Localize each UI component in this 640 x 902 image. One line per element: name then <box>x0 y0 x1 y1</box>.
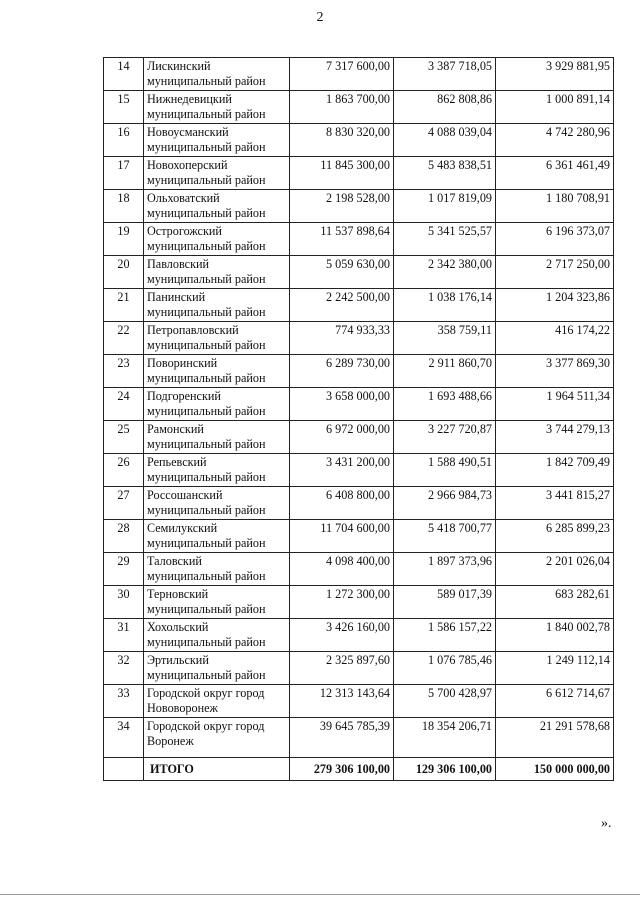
district-name-line1: Городской округ город <box>147 719 265 733</box>
district-name <box>144 256 290 289</box>
value-1: 3 431 200,00 <box>290 454 394 487</box>
value-2: 5 341 525,57 <box>394 223 496 256</box>
value-1: 2 242 500,00 <box>290 289 394 322</box>
value-2: 5 700 428,97 <box>394 685 496 718</box>
row-number: 21 <box>104 289 144 322</box>
value-2: 18 354 206,71 <box>394 718 496 758</box>
table-row <box>104 289 614 322</box>
value-2: 589 017,39 <box>394 586 496 619</box>
district-name-line2: муниципальный район <box>147 503 266 517</box>
table-row <box>104 388 614 421</box>
value-3: 6 285 899,23 <box>496 520 614 553</box>
district-name-line2: муниципальный район <box>147 668 266 682</box>
value-3: 6 196 373,07 <box>496 223 614 256</box>
table-row <box>104 619 614 652</box>
district-name-line2: муниципальный район <box>147 371 266 385</box>
value-1: 11 704 600,00 <box>290 520 394 553</box>
district-name <box>144 223 290 256</box>
row-number: 31 <box>104 619 144 652</box>
district-name <box>144 454 290 487</box>
value-3: 3 929 881,95 <box>496 58 614 91</box>
district-name <box>144 322 290 355</box>
value-1: 774 933,33 <box>290 322 394 355</box>
table-row <box>104 685 614 718</box>
value-1: 3 658 000,00 <box>290 388 394 421</box>
value-3: 1 180 708,91 <box>496 190 614 223</box>
table-row <box>104 322 614 355</box>
district-name-line2: муниципальный район <box>147 470 266 484</box>
row-number: 27 <box>104 487 144 520</box>
district-name-line1: Городской округ город <box>147 686 265 700</box>
value-1: 1 272 300,00 <box>290 586 394 619</box>
table-row <box>104 58 614 91</box>
district-name-line1: Хохольский <box>147 620 209 634</box>
value-1: 1 863 700,00 <box>290 91 394 124</box>
row-number: 24 <box>104 388 144 421</box>
value-3: 2 201 026,04 <box>496 553 614 586</box>
total-num-cell <box>104 758 144 781</box>
district-name <box>144 487 290 520</box>
value-1: 11 845 300,00 <box>290 157 394 190</box>
district-name-line1: Таловский <box>147 554 202 568</box>
district-name-line1: Россошанский <box>147 488 223 502</box>
district-name-line2: муниципальный район <box>147 305 266 319</box>
table-row <box>104 124 614 157</box>
value-2: 3 387 718,05 <box>394 58 496 91</box>
district-name <box>144 124 290 157</box>
table-row <box>104 157 614 190</box>
value-3: 2 717 250,00 <box>496 256 614 289</box>
district-name <box>144 289 290 322</box>
value-1: 6 408 800,00 <box>290 487 394 520</box>
value-2: 5 418 700,77 <box>394 520 496 553</box>
district-name-line2: муниципальный район <box>147 437 266 451</box>
district-name-line1: Новоусманский <box>147 125 229 139</box>
district-name-line2: муниципальный район <box>147 338 266 352</box>
value-2: 1 693 488,66 <box>394 388 496 421</box>
district-name <box>144 718 290 758</box>
table-row <box>104 223 614 256</box>
value-3: 3 744 279,13 <box>496 421 614 454</box>
row-number: 33 <box>104 685 144 718</box>
value-3: 6 361 461,49 <box>496 157 614 190</box>
value-2: 2 342 380,00 <box>394 256 496 289</box>
value-2: 1 588 490,51 <box>394 454 496 487</box>
footer-rule <box>0 894 640 895</box>
value-2: 4 088 039,04 <box>394 124 496 157</box>
value-3: 683 282,61 <box>496 586 614 619</box>
district-name <box>144 619 290 652</box>
value-1: 6 972 000,00 <box>290 421 394 454</box>
total-value-2: 129 306 100,00 <box>394 758 496 781</box>
value-1: 12 313 143,64 <box>290 685 394 718</box>
value-3: 3 441 815,27 <box>496 487 614 520</box>
value-2: 1 897 373,96 <box>394 553 496 586</box>
value-1: 4 098 400,00 <box>290 553 394 586</box>
value-2: 1 017 819,09 <box>394 190 496 223</box>
district-name-line2: Нововоронеж <box>147 701 218 715</box>
value-1: 39 645 785,39 <box>290 718 394 758</box>
table-row <box>104 91 614 124</box>
row-number: 28 <box>104 520 144 553</box>
district-name <box>144 652 290 685</box>
value-2: 3 227 720,87 <box>394 421 496 454</box>
value-3: 3 377 869,30 <box>496 355 614 388</box>
row-number: 26 <box>104 454 144 487</box>
value-1: 7 317 600,00 <box>290 58 394 91</box>
value-1: 8 830 320,00 <box>290 124 394 157</box>
table-row <box>104 190 614 223</box>
district-name <box>144 58 290 91</box>
table-row <box>104 718 614 758</box>
value-3: 1 000 891,14 <box>496 91 614 124</box>
value-3: 1 204 323,86 <box>496 289 614 322</box>
district-name-line2: муниципальный район <box>147 536 266 550</box>
value-2: 862 808,86 <box>394 91 496 124</box>
district-name-line1: Петропавловский <box>147 323 239 337</box>
row-number: 17 <box>104 157 144 190</box>
value-3: 6 612 714,67 <box>496 685 614 718</box>
row-number: 14 <box>104 58 144 91</box>
district-name-line1: Семилукский <box>147 521 218 535</box>
district-name-line2: муниципальный район <box>147 569 266 583</box>
total-row <box>104 758 614 781</box>
district-name-line1: Терновский <box>147 587 209 601</box>
page-number: 2 <box>316 10 324 25</box>
district-name-line1: Новохоперский <box>147 158 228 172</box>
district-name-line1: Панинский <box>147 290 206 304</box>
value-1: 6 289 730,00 <box>290 355 394 388</box>
district-name-line1: Эртильский <box>147 653 209 667</box>
value-3: 21 291 578,68 <box>496 718 614 758</box>
closing-quote-mark: ». <box>601 816 612 831</box>
district-name <box>144 355 290 388</box>
value-3: 1 249 112,14 <box>496 652 614 685</box>
district-name <box>144 91 290 124</box>
table-row <box>104 586 614 619</box>
budget-table <box>103 57 614 781</box>
district-name-line1: Острогожский <box>147 224 222 238</box>
district-name <box>144 157 290 190</box>
value-1: 3 426 160,00 <box>290 619 394 652</box>
district-name-line2: муниципальный район <box>147 239 266 253</box>
district-name-line2: муниципальный район <box>147 272 266 286</box>
total-value-3: 150 000 000,00 <box>496 758 614 781</box>
district-name-line2: муниципальный район <box>147 107 266 121</box>
value-3: 416 174,22 <box>496 322 614 355</box>
row-number: 32 <box>104 652 144 685</box>
table-row <box>104 256 614 289</box>
row-number: 18 <box>104 190 144 223</box>
district-name-line1: Рамонский <box>147 422 204 436</box>
value-2: 1 076 785,46 <box>394 652 496 685</box>
table-row <box>104 553 614 586</box>
value-2: 2 966 984,73 <box>394 487 496 520</box>
row-number: 16 <box>104 124 144 157</box>
row-number: 29 <box>104 553 144 586</box>
table-row <box>104 355 614 388</box>
district-name <box>144 553 290 586</box>
value-1: 2 325 897,60 <box>290 652 394 685</box>
district-name-line2: Воронеж <box>147 734 194 748</box>
value-3: 1 840 002,78 <box>496 619 614 652</box>
total-value-1: 279 306 100,00 <box>290 758 394 781</box>
value-3: 1 842 709,49 <box>496 454 614 487</box>
district-name-line1: Лискинский <box>147 59 211 73</box>
district-name-line2: муниципальный район <box>147 74 266 88</box>
value-2: 5 483 838,51 <box>394 157 496 190</box>
district-name-line2: муниципальный район <box>147 206 266 220</box>
district-name-line1: Нижнедевицкий <box>147 92 232 106</box>
district-name <box>144 520 290 553</box>
district-name-line2: муниципальный район <box>147 602 266 616</box>
value-1: 5 059 630,00 <box>290 256 394 289</box>
district-name <box>144 586 290 619</box>
value-1: 2 198 528,00 <box>290 190 394 223</box>
row-number: 23 <box>104 355 144 388</box>
row-number: 22 <box>104 322 144 355</box>
table-row <box>104 454 614 487</box>
district-name-line1: Павловский <box>147 257 210 271</box>
table-body <box>104 58 614 781</box>
value-2: 1 038 176,14 <box>394 289 496 322</box>
table-row <box>104 652 614 685</box>
district-name-line1: Репьевский <box>147 455 207 469</box>
district-name-line1: Подгоренский <box>147 389 221 403</box>
value-2: 1 586 157,22 <box>394 619 496 652</box>
row-number: 34 <box>104 718 144 758</box>
value-2: 2 911 860,70 <box>394 355 496 388</box>
value-2: 358 759,11 <box>394 322 496 355</box>
row-number: 19 <box>104 223 144 256</box>
value-3: 1 964 511,34 <box>496 388 614 421</box>
district-name <box>144 685 290 718</box>
district-name-line2: муниципальный район <box>147 173 266 187</box>
row-number: 20 <box>104 256 144 289</box>
district-name-line1: Поворинский <box>147 356 218 370</box>
table-row <box>104 520 614 553</box>
table-row <box>104 487 614 520</box>
table-row <box>104 421 614 454</box>
district-name-line2: муниципальный район <box>147 404 266 418</box>
district-name <box>144 421 290 454</box>
district-name-line2: муниципальный район <box>147 140 266 154</box>
row-number: 15 <box>104 91 144 124</box>
value-3: 4 742 280,96 <box>496 124 614 157</box>
district-name-line2: муниципальный район <box>147 635 266 649</box>
district-name <box>144 388 290 421</box>
value-1: 11 537 898,64 <box>290 223 394 256</box>
district-name <box>144 190 290 223</box>
district-name-line1: Ольховатский <box>147 191 220 205</box>
row-number: 25 <box>104 421 144 454</box>
row-number: 30 <box>104 586 144 619</box>
total-label: ИТОГО <box>144 758 290 781</box>
